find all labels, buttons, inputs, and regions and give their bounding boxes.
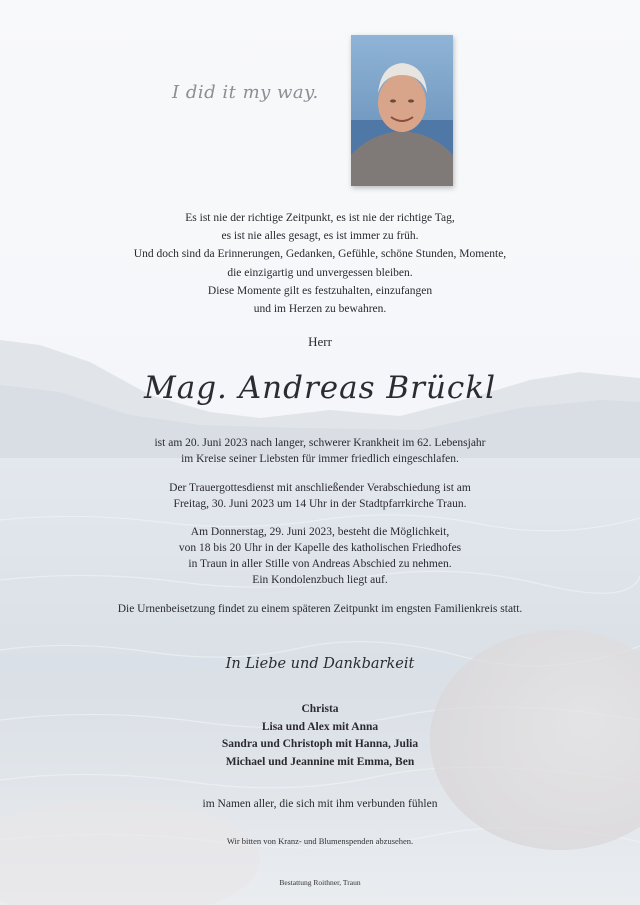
- service-paragraph: [0, 480, 640, 512]
- on-behalf-line: im Namen aller, die sich mit ihm verbunden fühlen: [202, 798, 438, 810]
- portrait-photo: [351, 35, 453, 186]
- poem-line: Und doch sind da Erinnerungen, Gedanken, Gefühle, schöne Stunden, Momente,: [133, 248, 507, 261]
- paragraph-line: von 18 bis 20 Uhr in der Kapelle des katholischen Friedhofes: [178, 542, 462, 554]
- urn-paragraph: [0, 601, 640, 617]
- family-member: Sandra und Christoph mit Hanna, Julia: [221, 738, 419, 750]
- paragraph-line: in Traun in aller Stille von Andreas Abschied zu nehmen.: [188, 558, 452, 570]
- family-member: Christa: [301, 703, 339, 715]
- family-list: [0, 701, 640, 771]
- paragraph-line: Am Donnerstag, 29. Juni 2023, besteht die Möglichkeit,: [190, 526, 450, 538]
- flower-request-note: Wir bitten von Kranz- und Blumenspenden abzusehen.: [226, 836, 414, 846]
- viewing-paragraph: [0, 524, 640, 588]
- poem-line: Es ist nie der richtige Zeitpunkt, es ist nie der richtige Tag,: [185, 212, 455, 224]
- poem-line: es ist nie alles gesagt, es ist immer zu früh.: [221, 230, 419, 243]
- paragraph-line: ist am 20. Juni 2023 nach langer, schwerer Krankheit im 62. Lebensjahr: [154, 437, 486, 449]
- passing-paragraph: [0, 435, 640, 467]
- love-and-gratitude-line: In Liebe und Dankbarkeit: [225, 656, 415, 672]
- memorial-poem: [0, 209, 640, 318]
- deceased-name: Mag. Andreas Brückl: [143, 370, 496, 406]
- paragraph-line: im Kreise seiner Liebsten für immer friedlich eingeschlafen.: [181, 453, 459, 465]
- family-member: Lisa und Alex mit Anna: [261, 720, 379, 733]
- poem-line: die einzigartig und unvergessen bleiben.: [227, 266, 413, 279]
- undertaker-credit: Bestattung Roithner, Traun: [279, 878, 361, 887]
- motto-text: I did it my way.: [172, 82, 319, 103]
- paragraph-line: Freitag, 30. Juni 2023 um 14 Uhr in der Stadtpfarrkirche Traun.: [173, 498, 467, 510]
- poem-line: Diese Momente gilt es festzuhalten, einzufangen: [207, 284, 433, 297]
- paragraph-line: Ein Kondolenzbuch liegt auf.: [252, 574, 388, 586]
- salutation: Herr: [308, 334, 332, 349]
- paragraph-line: Die Urnenbeisetzung findet zu einem späteren Zeitpunkt im engsten Familienkreis statt.: [117, 603, 523, 615]
- poem-line: und im Herzen zu bewahren.: [253, 303, 387, 316]
- paragraph-line: Der Trauergottesdienst mit anschließender Verabschiedung ist am: [169, 482, 471, 494]
- family-member: Michael und Jeannine mit Emma, Ben: [225, 755, 415, 768]
